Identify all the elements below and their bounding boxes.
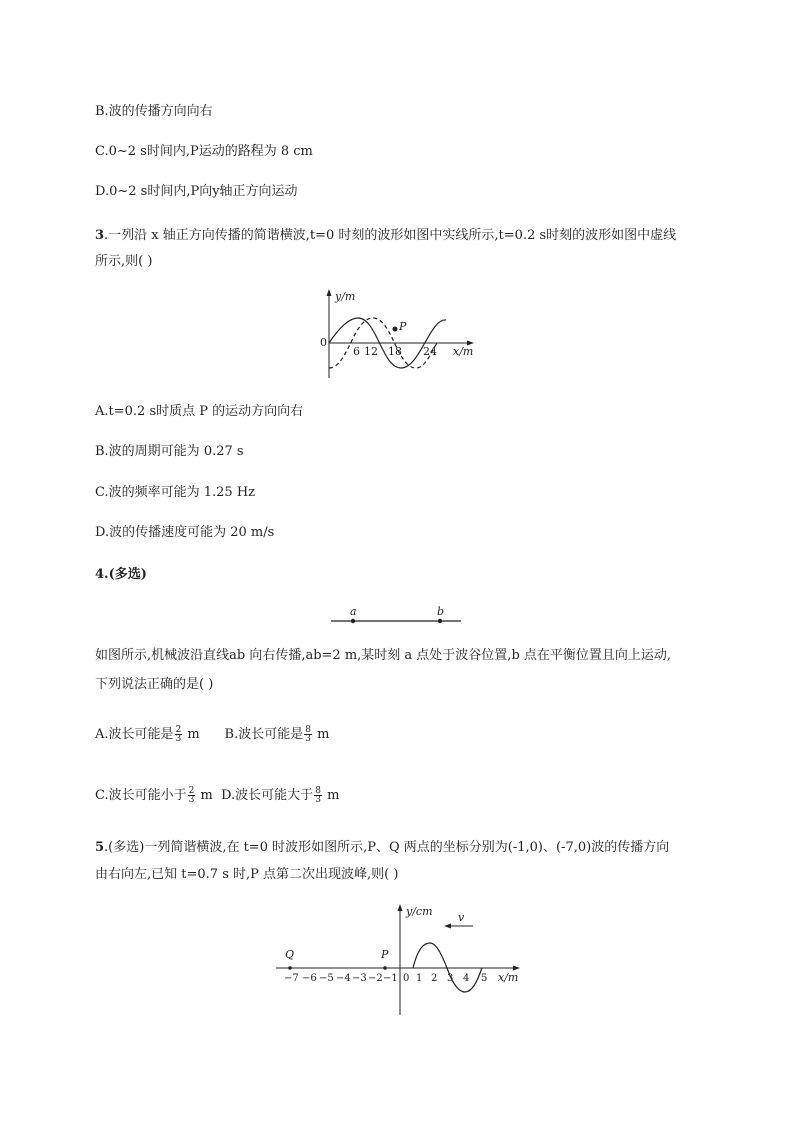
- q5-number: 5: [95, 840, 105, 855]
- q5-ylabel: y/cm: [406, 905, 433, 918]
- q5-stem-line2: 由右向左,已知 t=0.7 s 时,P 点第二次出现波峰,则( ): [95, 867, 399, 882]
- q4-option-a: A.波长可能是 $\frac{2}{3}$ m: [95, 725, 200, 744]
- q5-tick: −2: [368, 973, 383, 984]
- q3-option-d: D.波的传播速度可能为 20 m/s: [95, 525, 275, 540]
- q4-header: 4.(多选): [95, 567, 147, 582]
- q5-tick: −4: [336, 973, 351, 984]
- q5-tick: −5: [319, 973, 334, 984]
- q5-tick: −7: [284, 973, 299, 984]
- q2-option-d: D.0~2 s时间内,P向y轴正方向运动: [95, 184, 298, 199]
- q5-point-q: [288, 966, 292, 970]
- q3-option-b: B.波的周期可能为 0.27 s: [95, 444, 244, 459]
- q5-label-q: Q: [285, 948, 295, 961]
- q3-option-c: C.波的频率可能为 1.25 Hz: [95, 485, 256, 500]
- q4-option-b: B.波长可能是 $\frac{8}{3}$ m: [224, 725, 330, 744]
- q3-tick-18: 18: [388, 345, 402, 358]
- q3-stem-line2: 所示,则( ): [95, 254, 153, 269]
- q2-option-b: B.波的传播方向向右: [95, 104, 213, 119]
- q5-xlabel: x/m: [498, 971, 519, 984]
- q3-tick-6: 6: [353, 345, 360, 358]
- q5-tick: 5: [481, 973, 488, 984]
- q3-stem-line1: 3.一列沿 x 轴正方向传播的简谐横波,t=0 时刻的波形如图中实线所示,t=0.2 s时刻的波形如图中虚线: [95, 228, 677, 243]
- q4-label-a: a: [350, 605, 357, 618]
- q5-tick: −3: [352, 973, 367, 984]
- q2-option-c: C.0~2 s时间内,P运动的路程为 8 cm: [95, 144, 313, 159]
- q5-origin: 0: [403, 973, 410, 984]
- q3-tick-24: 24: [423, 345, 437, 358]
- q5-tick: 4: [463, 973, 470, 984]
- q5-label-p: P: [381, 948, 389, 961]
- q3-origin: 0: [320, 336, 327, 349]
- q4-option-d: D.波长可能大于 $\frac{8}{3}$ m: [221, 786, 340, 805]
- q5-tick: 3: [447, 973, 454, 984]
- q4-label-b: b: [437, 605, 445, 618]
- q3-xlabel: x/m: [453, 345, 474, 358]
- q5-tick: 1: [416, 973, 423, 984]
- q3-number: 3: [95, 228, 105, 243]
- q4-option-c: C.波长可能小于 $\frac{2}{3}$ m: [95, 786, 213, 805]
- q3-option-a: A.t=0.2 s时质点 P 的运动方向向右: [95, 404, 304, 419]
- q5-stem-line1: 5.(多选)一列简谐横波,在 t=0 时波形如图所示,P、Q 两点的坐标分别为(-1,0)、(-7,0)波的传播方向: [95, 840, 670, 855]
- q4-stem-line2: 下列说法正确的是( ): [95, 677, 214, 692]
- q5-velocity-label: v: [458, 911, 465, 924]
- q5-tick: 2: [431, 973, 438, 984]
- q5-tick: −1: [383, 973, 398, 984]
- q5-tick: −6: [302, 973, 317, 984]
- q5-point-p: [383, 966, 387, 970]
- q4-stem-line1: 如图所示,机械波沿直线ab 向右传播,ab=2 m,某时刻 a 点处于波谷位置,b 点在平衡位置且向上运动,: [95, 648, 672, 663]
- q3-label-p: P: [399, 320, 407, 333]
- q3-ylabel: y/m: [335, 290, 356, 303]
- q3-tick-12: 12: [364, 345, 378, 358]
